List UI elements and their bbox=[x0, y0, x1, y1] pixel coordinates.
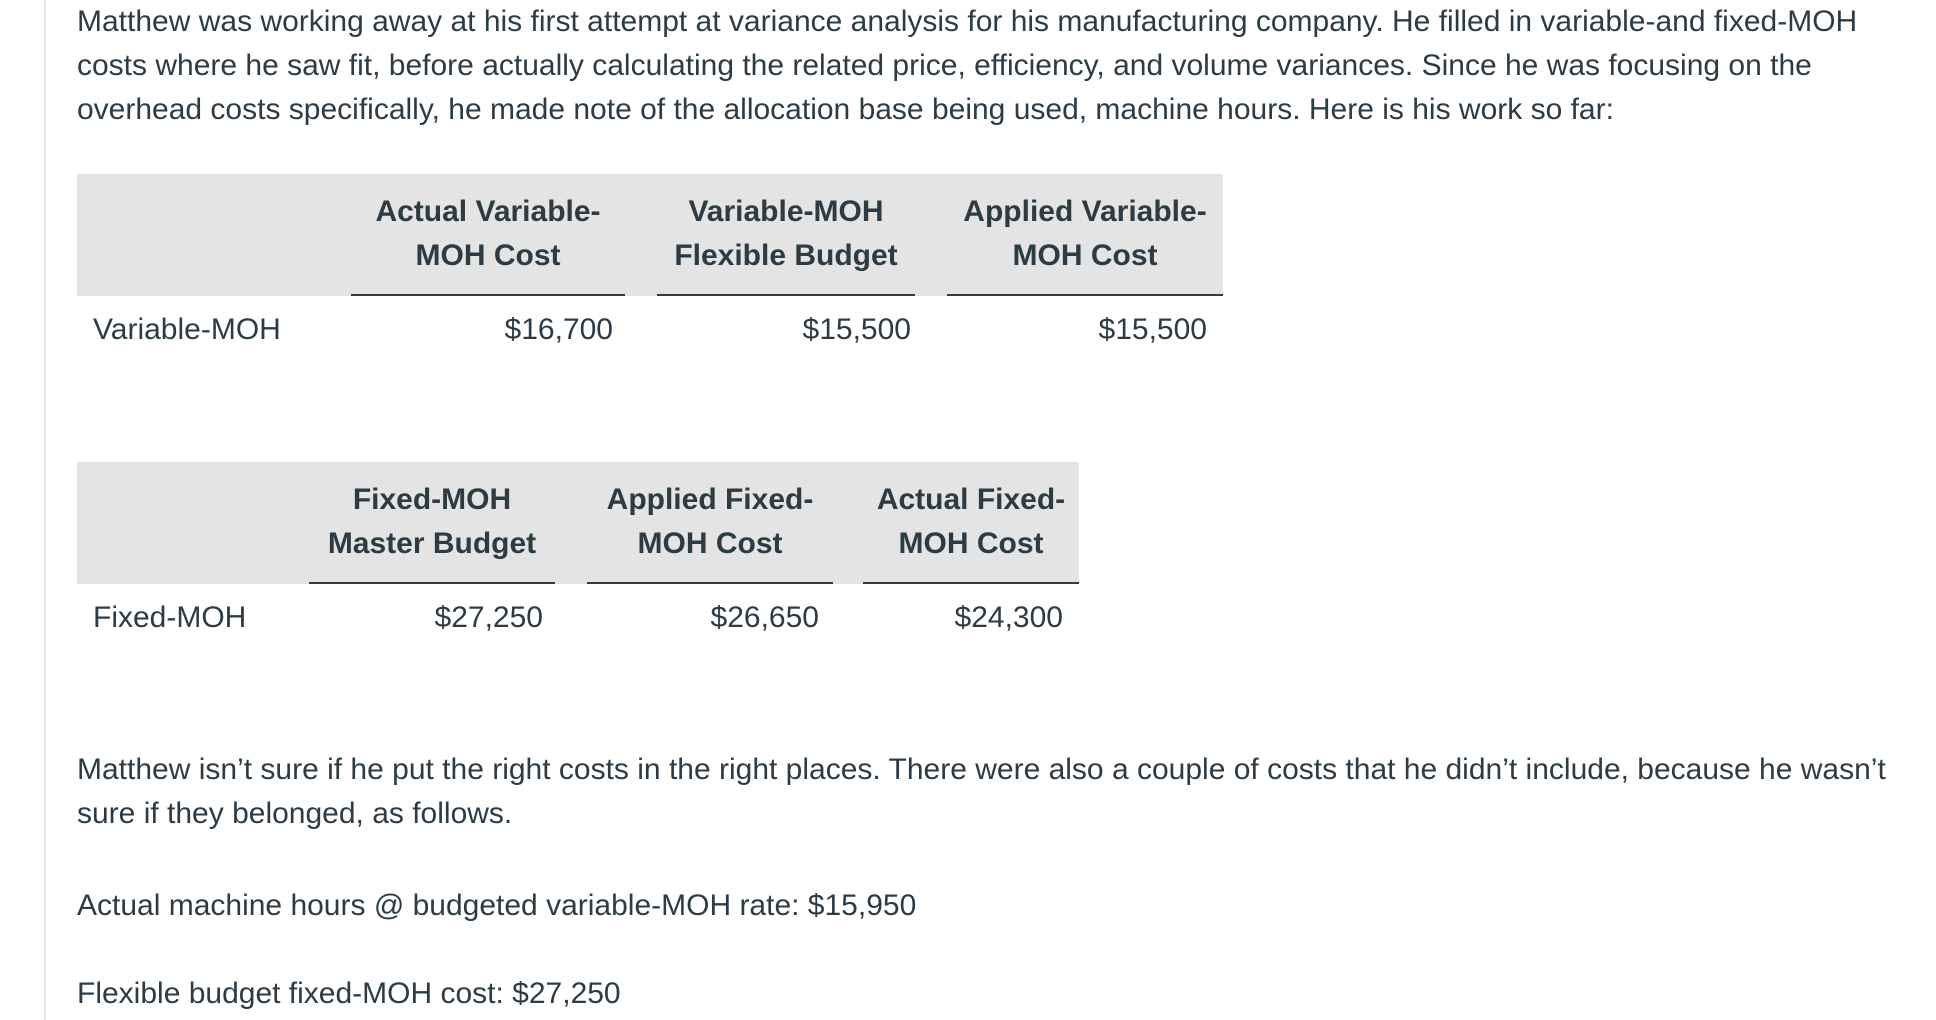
left-border bbox=[44, 0, 46, 1020]
row-label: Fixed-MOH bbox=[93, 601, 247, 634]
intro-paragraph: Matthew was working away at his first attempt at variance analysis for his manufacturing company. He filled in variable-and fixed-MOH costs where he saw fit, before actually calculating the related price, efficiency, and volume variances. Since he was focusing on the overhead costs specifically, he made note of the allocation base being used, machine hours. Here is his work so far: bbox=[77, 5, 1858, 126]
table-header-row bbox=[77, 174, 1223, 296]
column-header: Applied Fixed- MOH Cost bbox=[587, 462, 863, 584]
table-row bbox=[77, 296, 1223, 352]
column-header: Actual Fixed- MOH Cost bbox=[863, 462, 1079, 584]
outro-paragraph: Matthew isn’t sure if he put the right costs in the right places. There were also a couple of costs that he didn’t include, because he wasn’t sure if they belonged, as follows. bbox=[77, 753, 1886, 830]
note-flexible-budget: Flexible budget fixed-MOH cost: $27,250 bbox=[77, 977, 621, 1010]
table-cell: $27,250 bbox=[434, 601, 543, 634]
column-header: Actual Variable- MOH Cost bbox=[351, 174, 641, 296]
row-label: Variable-MOH bbox=[93, 313, 281, 346]
table-cell: $15,500 bbox=[802, 313, 911, 346]
fixed-moh-table bbox=[77, 462, 1079, 640]
table-cell: $24,300 bbox=[954, 601, 1063, 634]
table-cell: $16,700 bbox=[504, 313, 613, 346]
variable-moh-table bbox=[77, 174, 1223, 352]
table-cell: $15,500 bbox=[1098, 313, 1207, 346]
table-header-row bbox=[77, 462, 1079, 584]
header-corner bbox=[77, 174, 351, 296]
header-corner bbox=[77, 462, 309, 584]
column-header: Applied Variable- MOH Cost bbox=[939, 174, 1223, 296]
table-row bbox=[77, 584, 1079, 640]
table-cell: $26,650 bbox=[710, 601, 819, 634]
column-header: Fixed-MOH Master Budget bbox=[309, 462, 587, 584]
note-actual-hours: Actual machine hours @ budgeted variable-MOH rate: $15,950 bbox=[77, 889, 917, 922]
column-header: Variable-MOH Flexible Budget bbox=[641, 174, 939, 296]
